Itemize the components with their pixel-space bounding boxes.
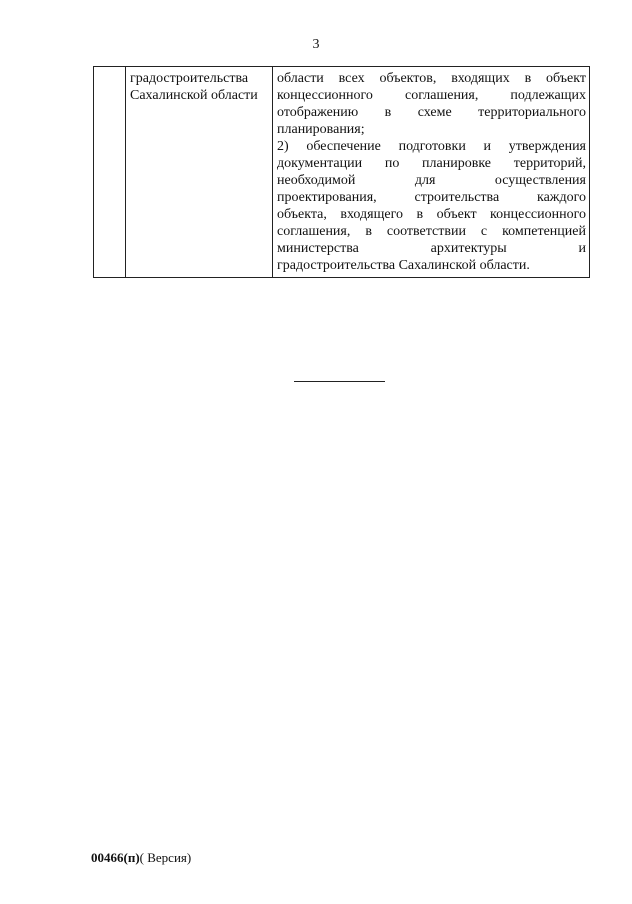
table-cell-responsibilities [273, 67, 590, 278]
responsibility-line: градостроительства Сахалинской области. [277, 258, 530, 273]
page-number: 3 [312, 37, 320, 52]
responsibility-line: соглашения, в соответствии с компетенцией [277, 224, 586, 239]
table-cell-organization [126, 67, 273, 278]
responsibility-line: документации по планировке территорий, [277, 156, 586, 171]
responsibility-line: 2) обеспечение подготовки и утверждения [277, 139, 586, 154]
organization-line: градостроительства [130, 71, 249, 86]
responsibility-line: министерства архитектуры и [277, 241, 586, 256]
organization-line: Сахалинской области [130, 88, 258, 103]
responsibility-line: необходимой для осуществления [277, 173, 586, 188]
responsibility-line: области всех объектов, входящих в объект [277, 71, 586, 86]
document-code: 00466(п) [91, 850, 140, 865]
document-footer [91, 850, 191, 866]
document-version: ( Версия) [139, 850, 192, 865]
responsibility-line: планирования; [277, 122, 365, 137]
table-cell-number [94, 67, 126, 278]
responsibility-line: отображению в схеме территориального [277, 105, 586, 120]
table-row [94, 67, 590, 278]
responsibility-line: концессионного соглашения, подлежащих [277, 88, 586, 103]
end-separator-line [294, 381, 385, 382]
document-table [93, 66, 590, 278]
responsibility-line: объекта, входящего в объект концессионного [277, 207, 586, 222]
responsibility-line: проектирования, строительства каждого [277, 190, 586, 205]
